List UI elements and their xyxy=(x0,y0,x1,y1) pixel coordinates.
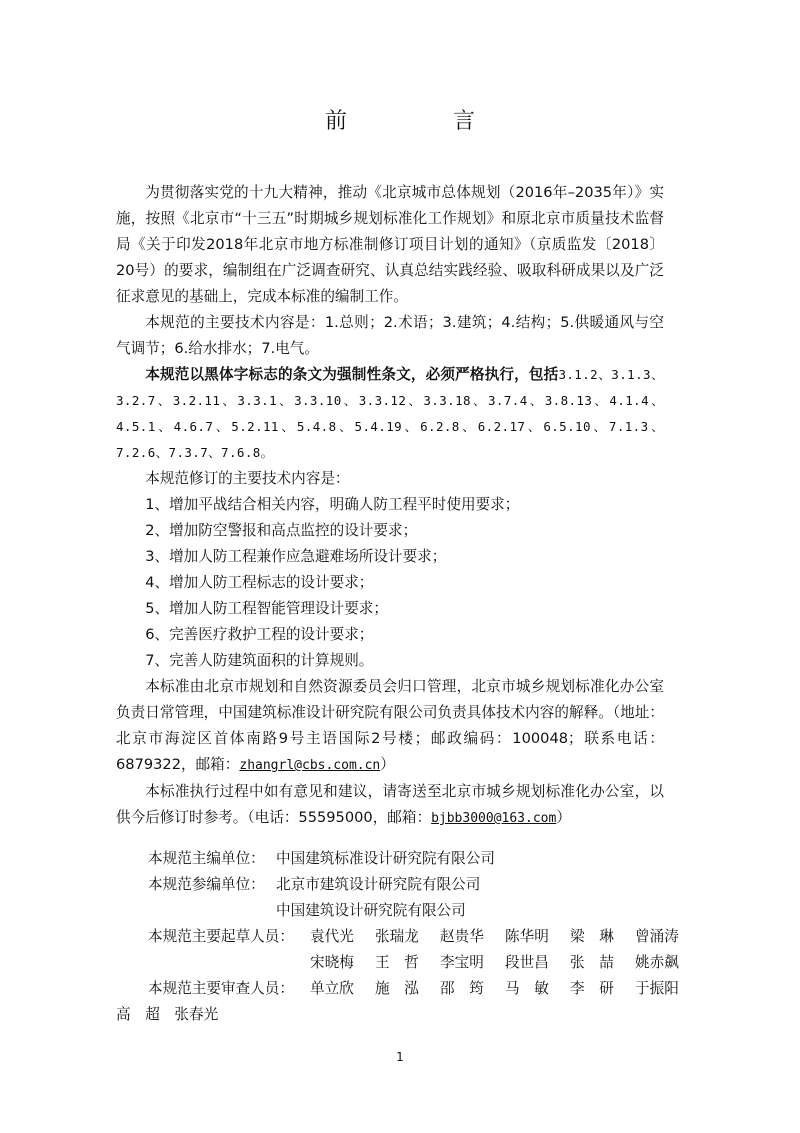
reviewer-name: 邵 筠 xyxy=(440,980,484,997)
participating-unit-row xyxy=(116,898,696,924)
management-paragraph xyxy=(116,674,664,779)
reviewer-name: 李 研 xyxy=(570,980,614,997)
chief-unit-name: 中国建筑标准设计研究院有限公司 xyxy=(276,850,495,867)
contributors-section xyxy=(116,846,696,1028)
drafter-name: 梁 琳 xyxy=(570,928,614,945)
drafter-name: 李宝明 xyxy=(440,954,484,971)
revision-item: 3、增加人防工程兼作应急避难场所设计要求； xyxy=(145,548,447,565)
mandatory-clauses-list: 3.1.2、3.1.3、3.2.7、3.2.11、3.3.1、3.3.10、3.3.12、3.3.18、3.7.4、3.8.13、4.1.4、4.5.1、4.6.7、5.2.11、5.4.8、5.4.19、6.2.8、6.2.17、6.5.10、7.1.3、7.2.6、7.3.7、7.6.8。 xyxy=(116,367,664,460)
intro-paragraph: 为贯彻落实党的十九大精神，推动《北京城市总体规划（2016年–2035年）》实施，按照《北京市“十三五”时期城乡规划标准化工作规划》和原北京市质量技术监督局《关于印发2018年北京市地方标准制修订项目计划的通知》（京质监发〔2018〕20号）的要求，编制组在广泛调查研究、认真总结实践经验、吸取科研成果以及广泛征求意见的基础上，完成本标准的编制工作。 xyxy=(116,184,664,305)
drafters-row xyxy=(116,950,696,976)
management-text-end: ） xyxy=(380,756,395,773)
mandatory-clauses-lead: 本规范以黑体字标志的条文为强制性条文，必须严格执行，包括 xyxy=(145,366,559,383)
mandatory-clauses-paragraph xyxy=(116,362,664,466)
reviewers-names xyxy=(310,976,700,1002)
revision-item: 7、完善人防建筑面积的计算规则。 xyxy=(145,652,374,669)
revision-item: 5、增加人防工程智能管理设计要求； xyxy=(145,600,388,617)
page-title: 前 言 xyxy=(324,109,517,134)
drafter-name: 曾涌涛 xyxy=(635,928,679,945)
revision-item: 1、增加平战结合相关内容，明确人防工程平时使用要求； xyxy=(145,496,520,513)
revision-item: 2、增加防空警报和高点监控的设计要求； xyxy=(145,522,418,539)
participating-unit-label: 本规范参编单位： xyxy=(148,876,265,893)
email-link[interactable]: zhangrl@cbs.com.cn xyxy=(239,758,381,773)
drafter-name: 宋晓梅 xyxy=(310,954,354,971)
reviewers-label: 本规范主要审查人员： xyxy=(148,980,294,997)
drafter-name: 袁代光 xyxy=(310,928,354,945)
reviewer-name: 于振阳 xyxy=(635,980,679,997)
reviewers-row xyxy=(116,1002,696,1028)
revision-intro: 本规范修订的主要技术内容是： xyxy=(145,470,350,487)
drafters-label: 本规范主要起草人员： xyxy=(148,928,294,945)
revision-item: 4、增加人防工程标志的设计要求； xyxy=(145,574,374,591)
participating-unit-name: 北京市建筑设计研究院有限公司 xyxy=(276,876,481,893)
participating-unit-name: 中国建筑设计研究院有限公司 xyxy=(276,902,466,919)
drafter-name: 张 喆 xyxy=(570,954,614,971)
revision-item: 6、完善医疗救护工程的设计要求； xyxy=(145,626,374,643)
reviewer-names-continued: 高 超 张春光 xyxy=(116,1006,219,1023)
drafter-name: 王 哲 xyxy=(375,954,419,971)
feedback-text-end: ） xyxy=(556,809,571,826)
reviewers-row xyxy=(116,976,696,1002)
main-content-paragraph: 本规范的主要技术内容是：1.总则；2.术语；3.建筑；4.结构；5.供暖通风与空气调节；6.给水排水；7.电气。 xyxy=(116,314,664,357)
reviewer-name: 施 泓 xyxy=(375,980,419,997)
reviewer-name: 单立欣 xyxy=(310,980,354,997)
chief-unit-label: 本规范主编单位： xyxy=(148,850,265,867)
page-number: 1 xyxy=(396,1050,404,1064)
management-text: 本标准由北京市规划和自然资源委员会归口管理，北京市城乡规划标准化办公室负责日常管理，中国建筑标准设计研究院有限公司负责具体技术内容的解释。（地址：北京市海淀区首体南路9号主语国际2号楼；邮政编码：100048；联系电话：6879322，邮箱： xyxy=(116,678,664,773)
drafter-name: 段世昌 xyxy=(505,954,549,971)
chief-unit-row xyxy=(116,846,696,872)
email-link[interactable]: bjbb3000@163.com xyxy=(431,811,557,826)
drafters-names xyxy=(310,950,700,976)
document-body xyxy=(116,180,664,832)
participating-unit-row xyxy=(116,872,696,898)
drafter-name: 赵贵华 xyxy=(440,928,484,945)
feedback-paragraph xyxy=(116,779,664,832)
drafters-row xyxy=(116,924,696,950)
drafter-name: 姚赤飙 xyxy=(635,954,679,971)
feedback-text: 本标准执行过程中如有意见和建议，请寄送至北京市城乡规划标准化办公室，以供今后修订时参考。（电话：55595000，邮箱： xyxy=(116,783,664,826)
drafter-name: 张瑞龙 xyxy=(375,928,419,945)
drafters-names xyxy=(310,924,700,950)
reviewer-name: 马 敏 xyxy=(505,980,549,997)
drafter-name: 陈华明 xyxy=(505,928,549,945)
